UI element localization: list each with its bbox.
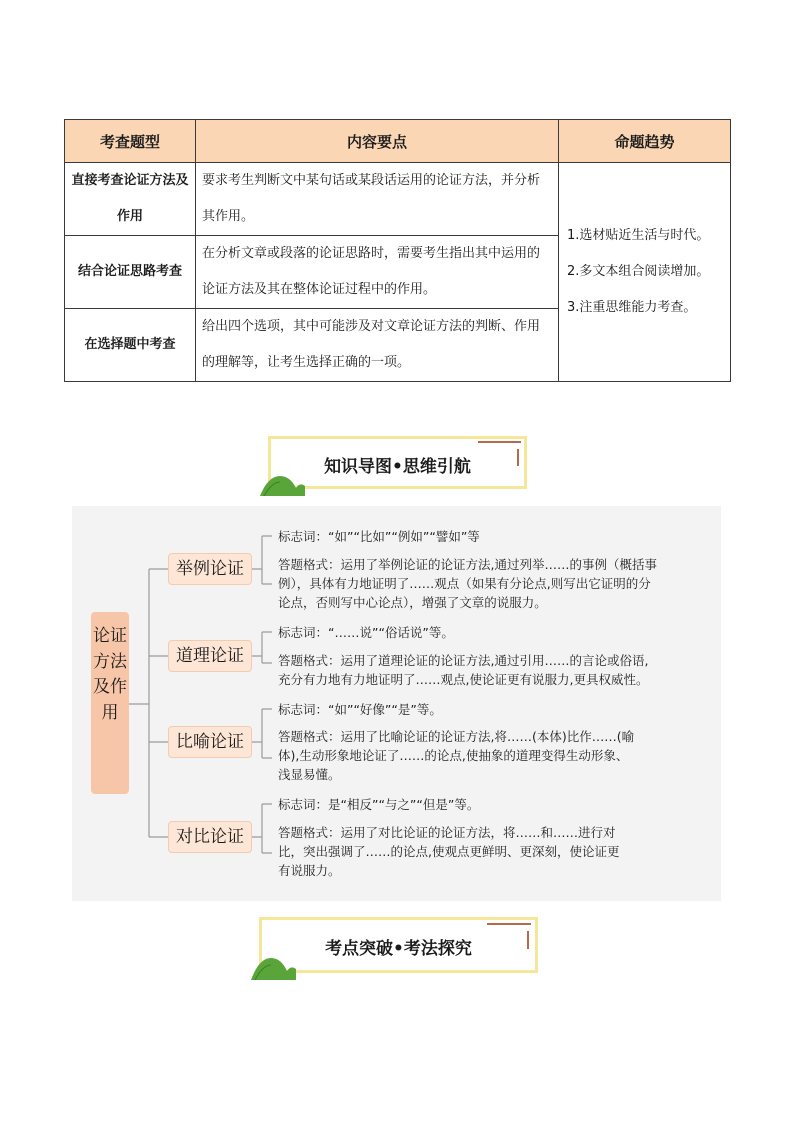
banner-deco-line — [527, 931, 529, 949]
trend-item: 2.多文本组合阅读增加。 — [567, 264, 710, 279]
leaf-keywords: 标志词：“如”“比如”“例如”“譬如”等 — [278, 529, 480, 544]
section-title: 考点突破•考法探究 — [325, 939, 472, 959]
leaf-keywords: 标志词：“如”“好像”“是”等。 — [278, 702, 442, 717]
header-trend: 命题趋势 — [559, 120, 731, 163]
banner-deco-line — [478, 441, 521, 443]
banner-deco-line — [487, 923, 531, 925]
branch-example-argument: 举例论证 — [168, 553, 252, 585]
row-content: 给出四个选项，其中可能涉及对文章论证方法的判断、作用的理解等，让考生选择正确的一项。 — [196, 309, 559, 382]
header-content: 内容要点 — [196, 120, 559, 163]
table-row — [65, 163, 731, 236]
mind-map-root: 论证方法及作用 — [91, 612, 129, 794]
section-banner-key-points — [259, 917, 538, 973]
leaf-answer-line: 体),生动形象地论证了……的论点,使抽象的道理变得生动形象、 — [278, 748, 629, 763]
leaf-answer-line: 答题格式：运用了对比论证的论证方法，将……和……进行对 — [278, 825, 616, 840]
table-header-row — [65, 120, 731, 163]
row-type: 直接考查论证方法及作用 — [65, 163, 196, 236]
trend-cell — [559, 163, 731, 382]
leaf-answer-line: 浅显易懂。 — [278, 767, 341, 782]
leaf-answer-line: 有说服力。 — [278, 863, 341, 878]
branch-reasoning-argument: 道理论证 — [168, 640, 252, 672]
leaf-answer-line: 答题格式：运用了举例论证的论证方法,通过列举……的事例（概括事 — [278, 557, 657, 572]
header-type: 考查题型 — [65, 120, 196, 163]
leaf-answer-line: 充分有力地有力地证明了……观点,使论证更有说服力,更具权威性。 — [278, 672, 649, 687]
section-title: 知识导图•思维引航 — [324, 457, 471, 477]
trend-item: 3.注重思维能力考查。 — [567, 300, 697, 315]
banner-deco-line — [517, 449, 519, 466]
exam-type-table — [64, 119, 731, 382]
mind-map-panel — [72, 506, 721, 901]
section-banner-knowledge-map — [268, 436, 527, 489]
trend-item: 1.选材贴近生活与时代。 — [567, 228, 710, 243]
leaf-answer-line: 比，突出强调了……的论点,使观点更鲜明、更深刻，使论证更 — [278, 844, 620, 859]
row-type: 在选择题中考查 — [65, 309, 196, 382]
hill-icon — [251, 954, 296, 980]
leaf-answer-line: 答题格式：运用了比喻论证的论证方法,将……(本体)比作……(喻 — [278, 729, 635, 744]
row-content: 要求考生判断文中某句话或某段话运用的论证方法，并分析其作用。 — [196, 163, 559, 236]
row-content: 在分析文章或段落的论证思路时，需要考生指出其中运用的论证方法及其在整体论证过程中的作用。 — [196, 236, 559, 309]
leaf-keywords: 标志词：“……说”“俗话说”等。 — [278, 625, 454, 640]
row-type: 结合论证思路考查 — [65, 236, 196, 309]
branch-contrast-argument: 对比论证 — [168, 821, 252, 853]
leaf-keywords: 标志词：是“相反”“与之”“但是”等。 — [278, 797, 480, 812]
leaf-answer-line: 论点，否则写中心论点），增强了文章的说服力。 — [278, 595, 547, 610]
hill-icon — [260, 472, 305, 496]
branch-metaphor-argument: 比喻论证 — [168, 726, 252, 758]
leaf-answer-line: 答题格式：运用了道理论证的论证方法,通过引用……的言论或俗语, — [278, 653, 649, 668]
leaf-answer-line: 例），具体有力地证明了……观点（如果有分论点,则写出它证明的分 — [278, 576, 651, 591]
